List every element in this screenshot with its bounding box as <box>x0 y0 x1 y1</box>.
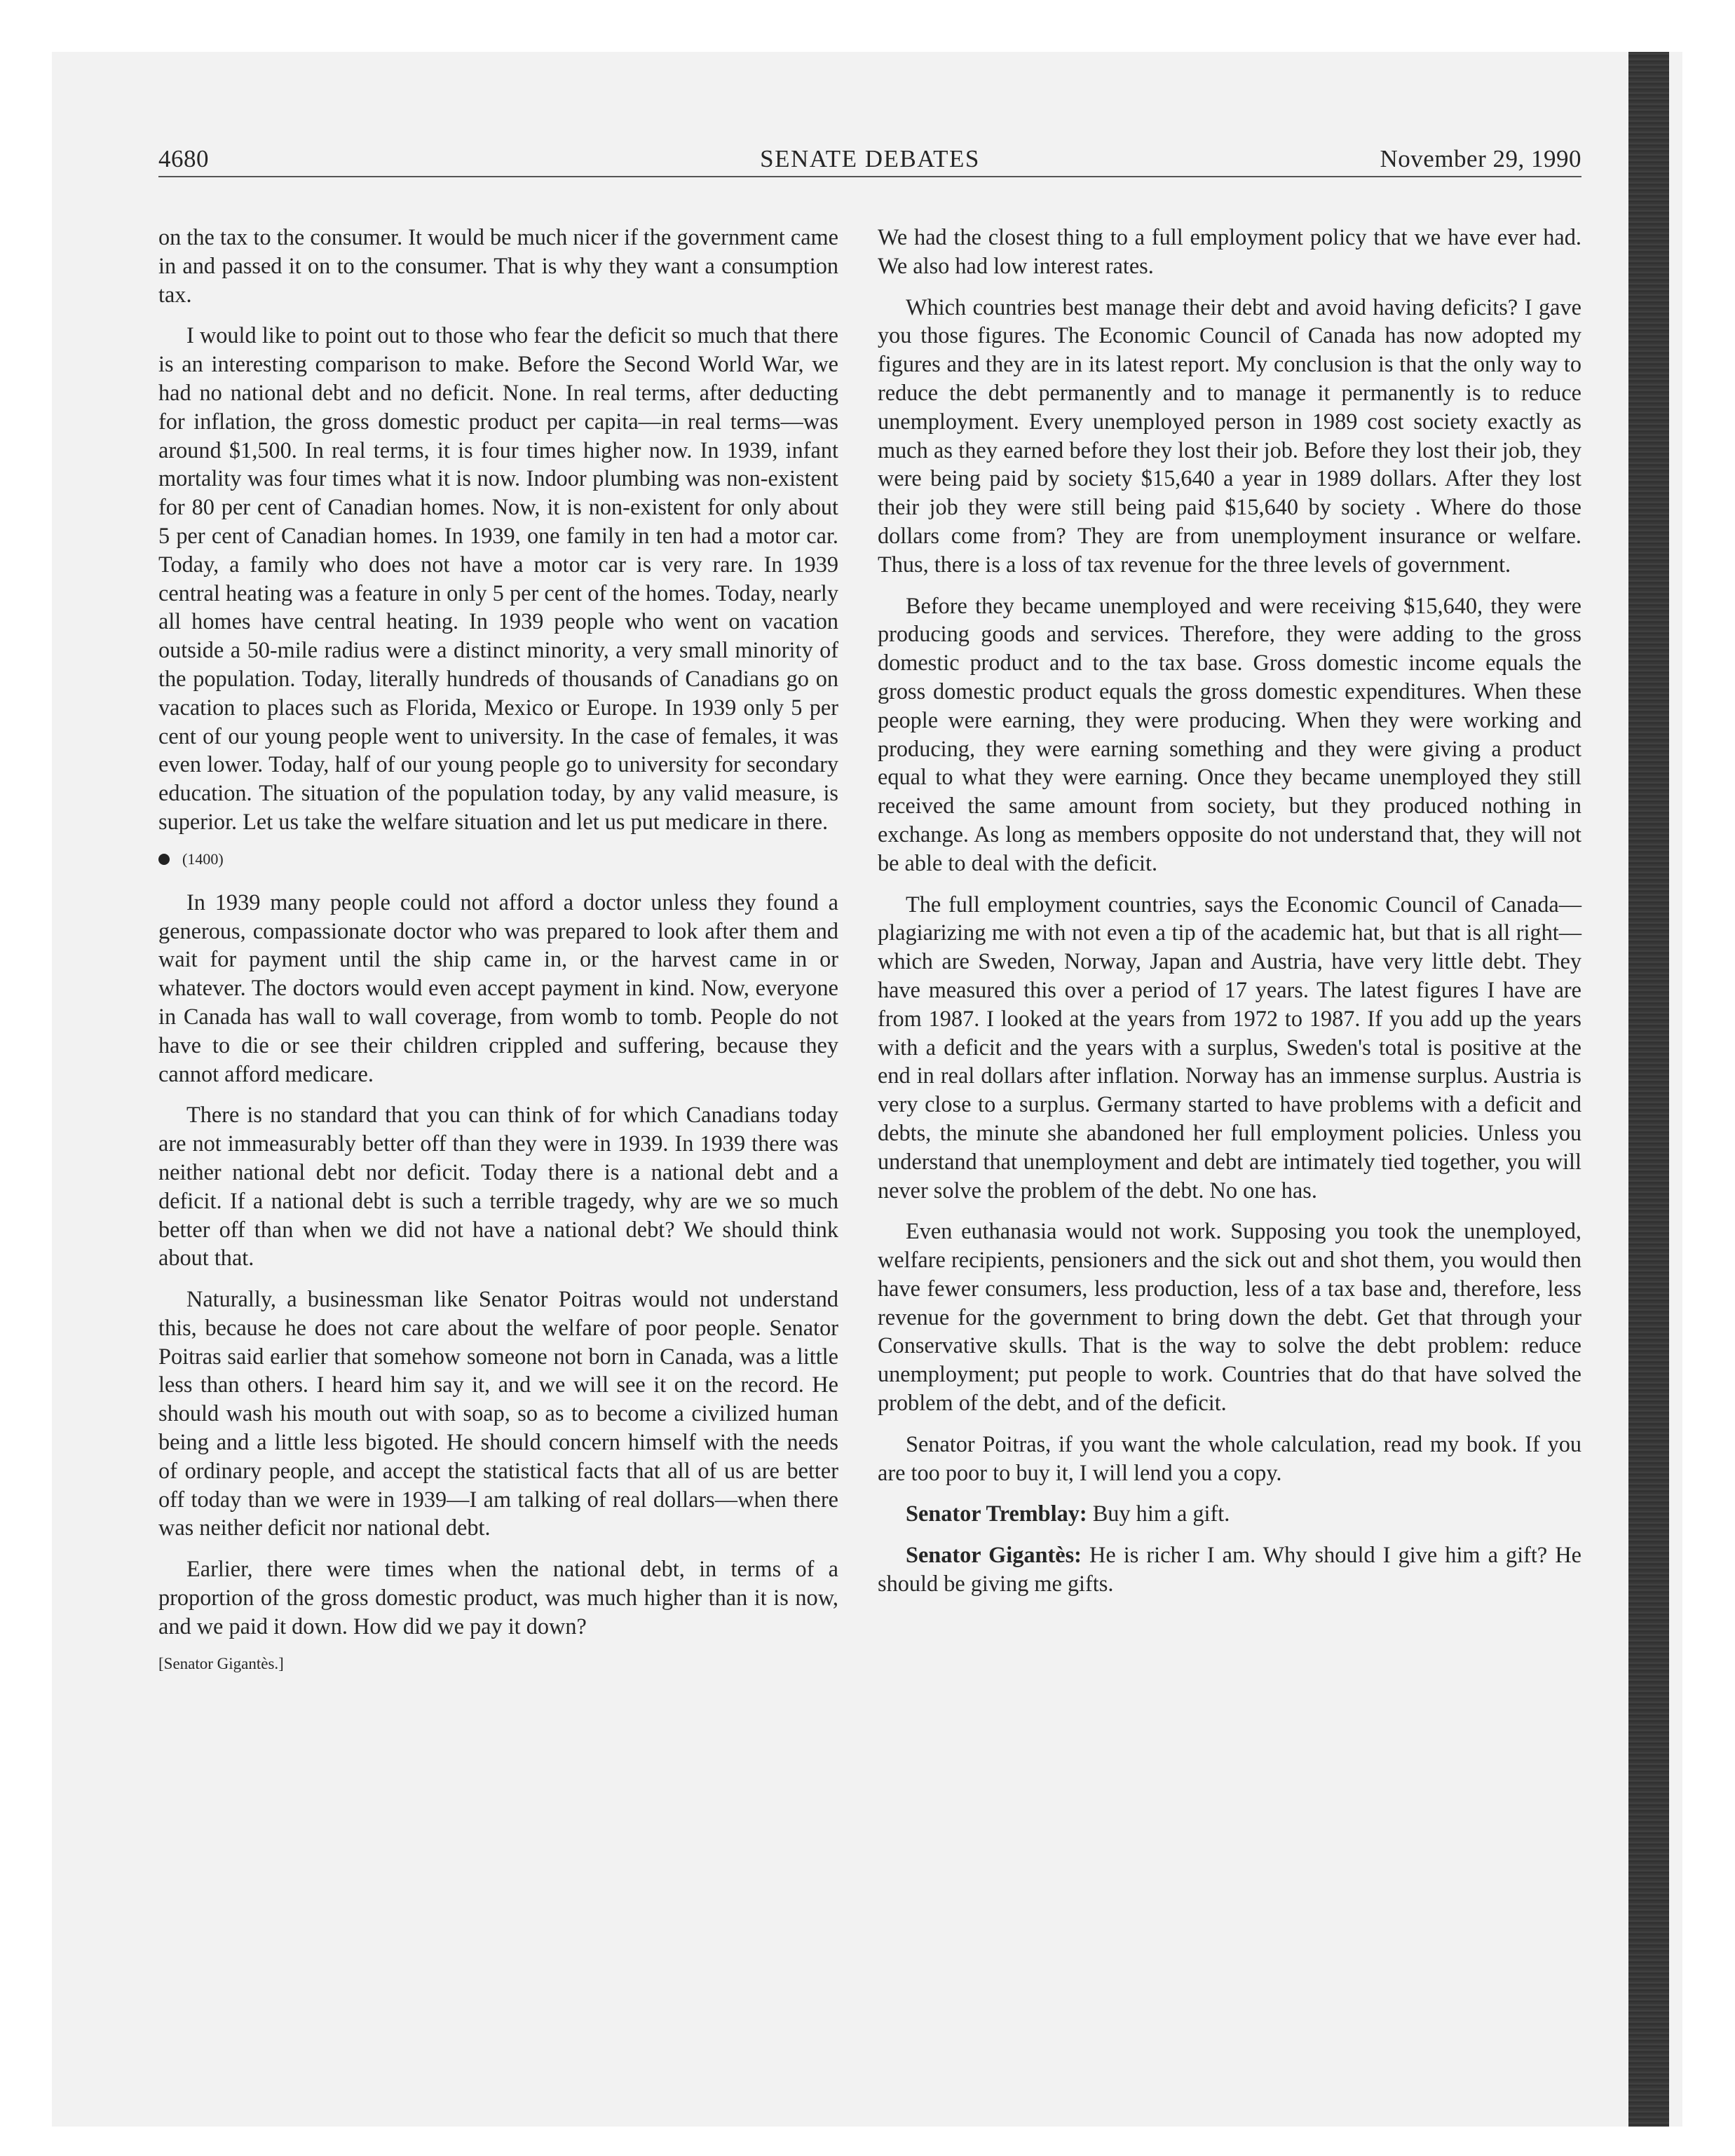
speaker-text: He is richer I am. Why should I give him a gift? He should be giving me gifts. <box>878 1542 1581 1597</box>
time-marker-label: (1400) <box>182 850 224 868</box>
paragraph: Which countries best manage their debt and avoid having deficits? I gave you those figures. The Economic Council of Canada has now adopted my figures and they are in its latest report. My conclusion is that the only way to reduce the debt permanently and to manage it permanently is to reduce unemployment. Every unemployed person in 1989 cost society exactly as much as they earned before they lost their job. Before they lost their job, they were being paid by society $15,640 a year in 1989 dollars. After they lost their job they were still being paid $15,640 by society . Where do those dollars come from? They are from unemployment insurance or welfare. Thus, there is a loss of tax revenue for the three levels of government. <box>878 294 1581 577</box>
speaker-attribution: [Senator Gigantès.] <box>158 1654 284 1672</box>
paragraph: Naturally, a businessman like Senator Poitras would not understand this, because he does not care about the welfare of poor people. Senator Poitras said earlier that somehow someone not born in Canada, was a little less than others. I heard him say it, and we will see it on the record. He should wash his mouth out with soap, so as to become a civilized human being and a little less bigoted. He should concern himself with the needs of ordinary people, and accept the statistical facts that all of us are better off today than we were in 1939—I am talking of real dollars—when there was neither deficit nor national debt. <box>158 1286 838 1541</box>
right-column <box>878 223 1581 1611</box>
paragraph: In 1939 many people could not afford a doctor unless they found a generous, compassionate doctor who was prepared to look after them and wait for payment until the ship came in, or the harvest came in or whatever. The doctors would even accept payment in kind. Now, everyone in Canada has wall to wall coverage, from womb to tomb. People do not have to die or see their children crippled and suffering, because they cannot afford medicare. <box>158 889 838 1086</box>
left-column <box>158 223 838 1674</box>
exchange-tremblay <box>878 1499 1581 1528</box>
publication-title: SENATE DEBATES <box>760 145 980 172</box>
speaker-name: Senator Gigantès: <box>906 1542 1082 1568</box>
speaker-name: Senator Tremblay: <box>906 1501 1087 1527</box>
exchange-gigantes <box>878 1541 1581 1598</box>
paragraph: Even euthanasia would not work. Supposing you took the unemployed, welfare recipients, pensioners and the sick out and shot them, you would then have fewer consumers, less production, less of a tax base and, therefore, less revenue for the government to bring down the debt. Get that through your Conservative skulls. That is the way to solve the debt problem: reduce unemployment; put people to work. Countries that do that have solved the problem of the debt, and of the deficit. <box>878 1218 1581 1416</box>
bullet-dot-icon <box>158 854 170 865</box>
paragraph: on the tax to the consumer. It would be much nicer if the government came in and passed it on to the consumer. That is why they want a consumption tax. <box>158 224 838 307</box>
paragraph: Before they became unemployed and were receiving $15,640, they were producing goods and services. Therefore, they were adding to the gross domestic product and to the tax base. Gross domestic income equals the gross domestic product equals the gross domestic expenditures. When these people were earning, they were producing. When they were working and producing, they were earning something and they were giving a product equal to what they were earning. Once they became unemployed they still received the same amount from society, but they produced nothing in exchange. As long as members opposite do not understand that, they will not be able to deal with the deficit. <box>878 592 1581 875</box>
publication-date: November 29, 1990 <box>1380 145 1581 172</box>
paragraph: Earlier, there were times when the national debt, in terms of a proportion of the gross domestic product, was much higher than it is now, and we paid it down. How did we pay it down? <box>158 1556 838 1639</box>
page-header <box>158 143 1581 179</box>
time-marker <box>158 849 838 870</box>
paragraph: We had the closest thing to a full employment policy that we have ever had. We also had low interest rates. <box>878 224 1581 278</box>
paragraph: There is no standard that you can think of for which Canadians today are not immeasurably better off than they were in 1939. In 1939 there was neither national debt nor deficit. Today there is a national debt and a deficit. If a national debt is such a terrible tragedy, why are we so much better off than when we did not have a national debt? We should think about that. <box>158 1102 838 1271</box>
header-rule <box>158 176 1581 177</box>
scan-edge-shadow <box>1628 52 1669 2127</box>
speaker-text: Buy him a gift. <box>1087 1501 1230 1527</box>
paragraph: Senator Poitras, if you want the whole calculation, read my book. If you are too poor to buy it, I will lend you a copy. <box>878 1431 1581 1485</box>
page-number: 4680 <box>158 145 209 172</box>
paragraph: I would like to point out to those who fear the deficit so much that there is an interesting comparison to make. Before the Second World War, we had no national debt and no deficit. None. In real terms, after deducting for inflation, the gross domestic product per capita—in real terms—was around $1,500. In real terms, it is four times higher now. In 1939, infant mortality was four times what it is now. Indoor plumbing was non-existent for 80 per cent of Canadian homes. Now, it is non-existent for only about 5 per cent of Canadian homes. In 1939, one family in ten had a motor car. Today, a family who does not have a motor car is very rare. In 1939 central heating was a feature in only 5 per cent of the homes. Today, nearly all homes have central heating. In 1939 people who went on vacation outside a 50-mile radius were a distinct minority, a very small minority of the population. Today, literally hundreds of thousands of Canadians go on vacation to places such as Florida, Mexico or Europe. In 1939 only 5 per cent of our young people went to university. In the case of females, it was even lower. Today, half of our young people go to university for secondary education. The situation of the population today, by any valid measure, is superior. Let us take the welfare situation and let us put medicare in there. <box>158 322 838 834</box>
paragraph: The full employment countries, says the Economic Council of Canada—plagiarizing me with not even a tip of the academic hat, but that is all right—which are Sweden, Norway, Japan and Austria, have very little debt. They have measured this over a period of 17 years. The latest figures I have are from 1987. I looked at the years from 1972 to 1987. If you add up the years with a deficit and the years with a surplus, Sweden's total is positive at the end in real dollars after inflation. Norway has an immense surplus. Austria is very close to a surplus. Germany started to have problems with a deficit and debts, the minute she abandoned her full employment policies. Unless you understand that unemployment and debt are intimately tied together, you will never solve the problem of the debt. No one has. <box>878 891 1581 1203</box>
